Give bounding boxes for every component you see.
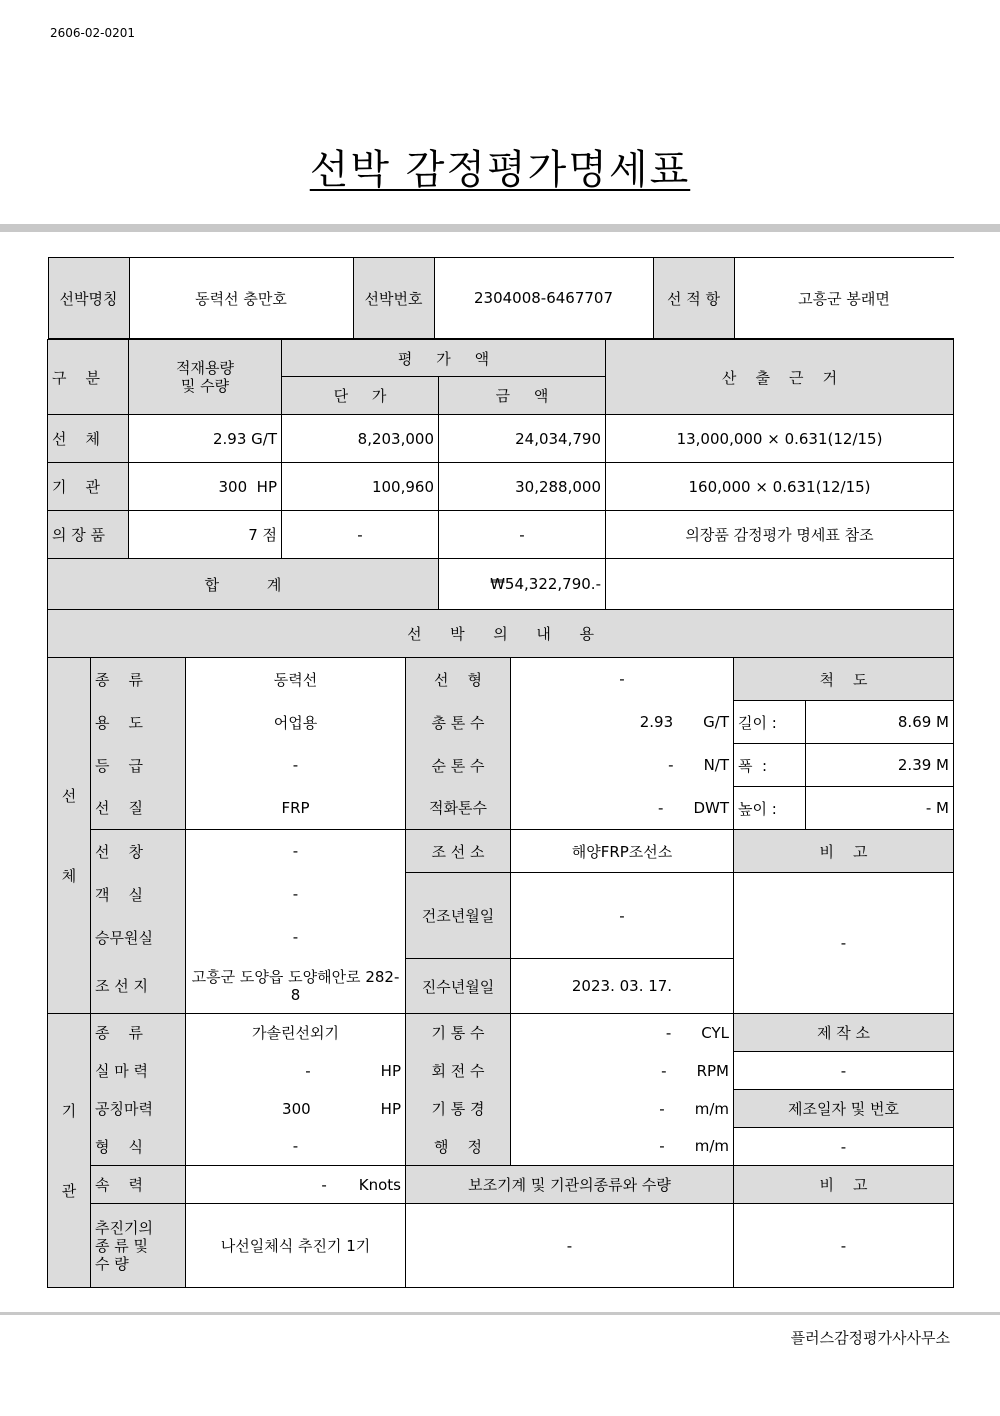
propeller-label: 추진기의 종 류 및 수 량 xyxy=(91,1204,186,1288)
build-site-label: 조 선 지 xyxy=(91,959,186,1014)
hull-form-label: 선 형 xyxy=(406,658,511,701)
built-date-label: 건조년월일 xyxy=(406,873,511,959)
net-tonnage-unit: N/T xyxy=(703,756,729,774)
net-tonnage: - xyxy=(668,756,674,774)
ship-details-table xyxy=(47,657,954,1288)
height-label: 높이 : xyxy=(734,787,806,830)
amount-header: 금 액 xyxy=(439,377,606,415)
row-capacity: 7 점 xyxy=(129,511,282,559)
width-label: 폭 : xyxy=(734,744,806,787)
total-amount: ₩54,322,790.- xyxy=(439,559,606,610)
length: 8.69 M xyxy=(806,701,954,744)
row-label: 기 관 xyxy=(48,463,129,511)
cabin-label: 객 실 xyxy=(91,873,186,916)
document-number: 2606-02-0201 xyxy=(50,26,136,40)
shipyard: 해양FRP조선소 xyxy=(511,830,734,873)
bore-label: 기 통 경 xyxy=(406,1090,511,1128)
deadweight-label: 적화톤수 xyxy=(406,787,511,830)
ship-name: 동력선 충만호 xyxy=(129,258,353,339)
engine-group-label-1: 기 xyxy=(61,1101,77,1120)
engine-form-label: 형 식 xyxy=(91,1128,186,1166)
cylinders: - xyxy=(665,1023,672,1042)
hull-material-label: 선 질 xyxy=(91,787,186,830)
ship-name-label: 선박명칭 xyxy=(48,258,129,339)
rpm-unit: RPM xyxy=(696,1061,729,1080)
page-title: 선박 감정평가명세표 xyxy=(309,147,691,193)
height: - M xyxy=(806,787,954,830)
hull-type-label: 종 류 xyxy=(91,658,186,701)
manufacture-date: - xyxy=(734,1128,954,1166)
hull-form: - xyxy=(511,658,734,701)
row-unit-price: 100,960 xyxy=(282,463,439,511)
length-label: 길이 : xyxy=(734,701,806,744)
engine-form: - xyxy=(186,1128,406,1166)
hull-group-label-2: 체 xyxy=(61,866,77,885)
hull-type: 동력선 xyxy=(186,658,406,701)
crew-room: - xyxy=(186,916,406,959)
table-row xyxy=(48,463,954,511)
nominal-horsepower-unit: HP xyxy=(380,1099,401,1118)
stroke-label: 행 정 xyxy=(406,1128,511,1166)
net-tonnage-label: 순 톤 수 xyxy=(406,744,511,787)
build-site: 고흥군 도양읍 도양해안로 282-8 xyxy=(186,959,406,1014)
row-capacity: 2.93 G/T xyxy=(129,415,282,463)
real-horsepower-label: 실 마 력 xyxy=(91,1052,186,1090)
manufacture-date-label: 제조일자 및 번호 xyxy=(734,1090,954,1128)
bore-unit: m/m xyxy=(694,1099,729,1118)
deadweight: - xyxy=(658,798,664,817)
footer-divider xyxy=(0,1312,1000,1315)
ship-number-label: 선박번호 xyxy=(353,258,434,339)
speed: - xyxy=(321,1175,327,1194)
row-amount: 24,034,790 xyxy=(439,415,606,463)
basis-header: 산 출 근 거 xyxy=(606,340,954,415)
row-unit-price: 8,203,000 xyxy=(282,415,439,463)
row-unit-price: - xyxy=(282,511,439,559)
rpm-label: 회 전 수 xyxy=(406,1052,511,1090)
value-header: 평 가 액 xyxy=(282,340,606,377)
hold: - xyxy=(186,830,406,873)
total-label: 합 계 xyxy=(48,559,439,610)
stroke-unit: m/m xyxy=(694,1137,729,1156)
speed-unit: Knots xyxy=(358,1175,401,1194)
rpm: - xyxy=(661,1061,667,1080)
ship-number: 2304008-6467707 xyxy=(434,258,653,339)
table-row xyxy=(48,511,954,559)
unit-price-header: 단 가 xyxy=(282,377,439,415)
valuation-summary-table xyxy=(47,257,954,658)
hull-group-label-1: 선 xyxy=(61,786,77,805)
hull-remarks-label: 비 고 xyxy=(734,830,954,873)
maker-label: 제 작 소 xyxy=(734,1014,954,1052)
real-horsepower: - xyxy=(305,1061,311,1080)
speed-label: 속 력 xyxy=(91,1166,186,1204)
header-divider xyxy=(0,224,1000,232)
engine-type-label: 종 류 xyxy=(91,1014,186,1052)
section-title: 선 박 의 내 용 xyxy=(48,610,954,658)
engine-remarks-label: 비 고 xyxy=(734,1166,954,1204)
row-basis: 13,000,000 × 0.631(12/15) xyxy=(606,415,954,463)
deadweight-unit: DWT xyxy=(693,798,729,817)
port-label: 선 적 항 xyxy=(653,258,734,339)
gross-tonnage-label: 총 톤 수 xyxy=(406,701,511,744)
auxiliary-label: 보조기계 및 기관의종류와 수량 xyxy=(406,1166,734,1204)
engine-remarks: - xyxy=(734,1204,954,1288)
hold-label: 선 창 xyxy=(91,830,186,873)
cabin: - xyxy=(186,873,406,916)
capacity-header: 적재용량 및 수량 xyxy=(129,340,282,415)
total-basis-empty xyxy=(606,559,954,610)
nominal-horsepower: 300 xyxy=(282,1099,311,1118)
real-horsepower-unit: HP xyxy=(380,1061,401,1080)
row-amount: 30,288,000 xyxy=(439,463,606,511)
propeller: 나선일체식 추진기 1기 xyxy=(186,1204,406,1288)
hull-remarks: - xyxy=(734,873,954,1014)
hull-use: 어업용 xyxy=(186,701,406,744)
row-capacity: 300 HP xyxy=(129,463,282,511)
row-basis: 160,000 × 0.631(12/15) xyxy=(606,463,954,511)
port: 고흥군 봉래면 xyxy=(734,258,954,339)
width: 2.39 M xyxy=(806,744,954,787)
cylinders-unit: CYL xyxy=(701,1023,729,1042)
gross-tonnage-unit: G/T xyxy=(703,713,729,731)
auxiliary: - xyxy=(406,1204,734,1288)
category-header: 구 분 xyxy=(48,340,129,415)
row-amount: - xyxy=(439,511,606,559)
hull-grade-label: 등 급 xyxy=(91,744,186,787)
bore: - xyxy=(659,1099,665,1118)
launch-date: 2023. 03. 17. xyxy=(511,959,734,1014)
row-basis: 의장품 감정평가 명세표 참조 xyxy=(606,511,954,559)
engine-type: 가솔린선외기 xyxy=(186,1014,406,1052)
hull-grade: - xyxy=(186,744,406,787)
launch-date-label: 진수년월일 xyxy=(406,959,511,1014)
maker: - xyxy=(734,1052,954,1090)
table-row xyxy=(48,415,954,463)
hull-material: FRP xyxy=(186,787,406,830)
row-label: 의 장 품 xyxy=(48,511,129,559)
shipyard-label: 조 선 소 xyxy=(406,830,511,873)
engine-group-label-2: 관 xyxy=(61,1181,77,1200)
row-label: 선 체 xyxy=(48,415,129,463)
dimension-label: 척 도 xyxy=(734,658,954,701)
cylinders-label: 기 통 수 xyxy=(406,1014,511,1052)
gross-tonnage: 2.93 xyxy=(639,713,674,731)
hull-use-label: 용 도 xyxy=(91,701,186,744)
office-name: 플러스감정평가사사무소 xyxy=(790,1329,950,1347)
nominal-horsepower-label: 공칭마력 xyxy=(91,1090,186,1128)
stroke: - xyxy=(659,1137,665,1156)
crew-room-label: 승무원실 xyxy=(91,916,186,959)
built-date: - xyxy=(511,873,734,959)
